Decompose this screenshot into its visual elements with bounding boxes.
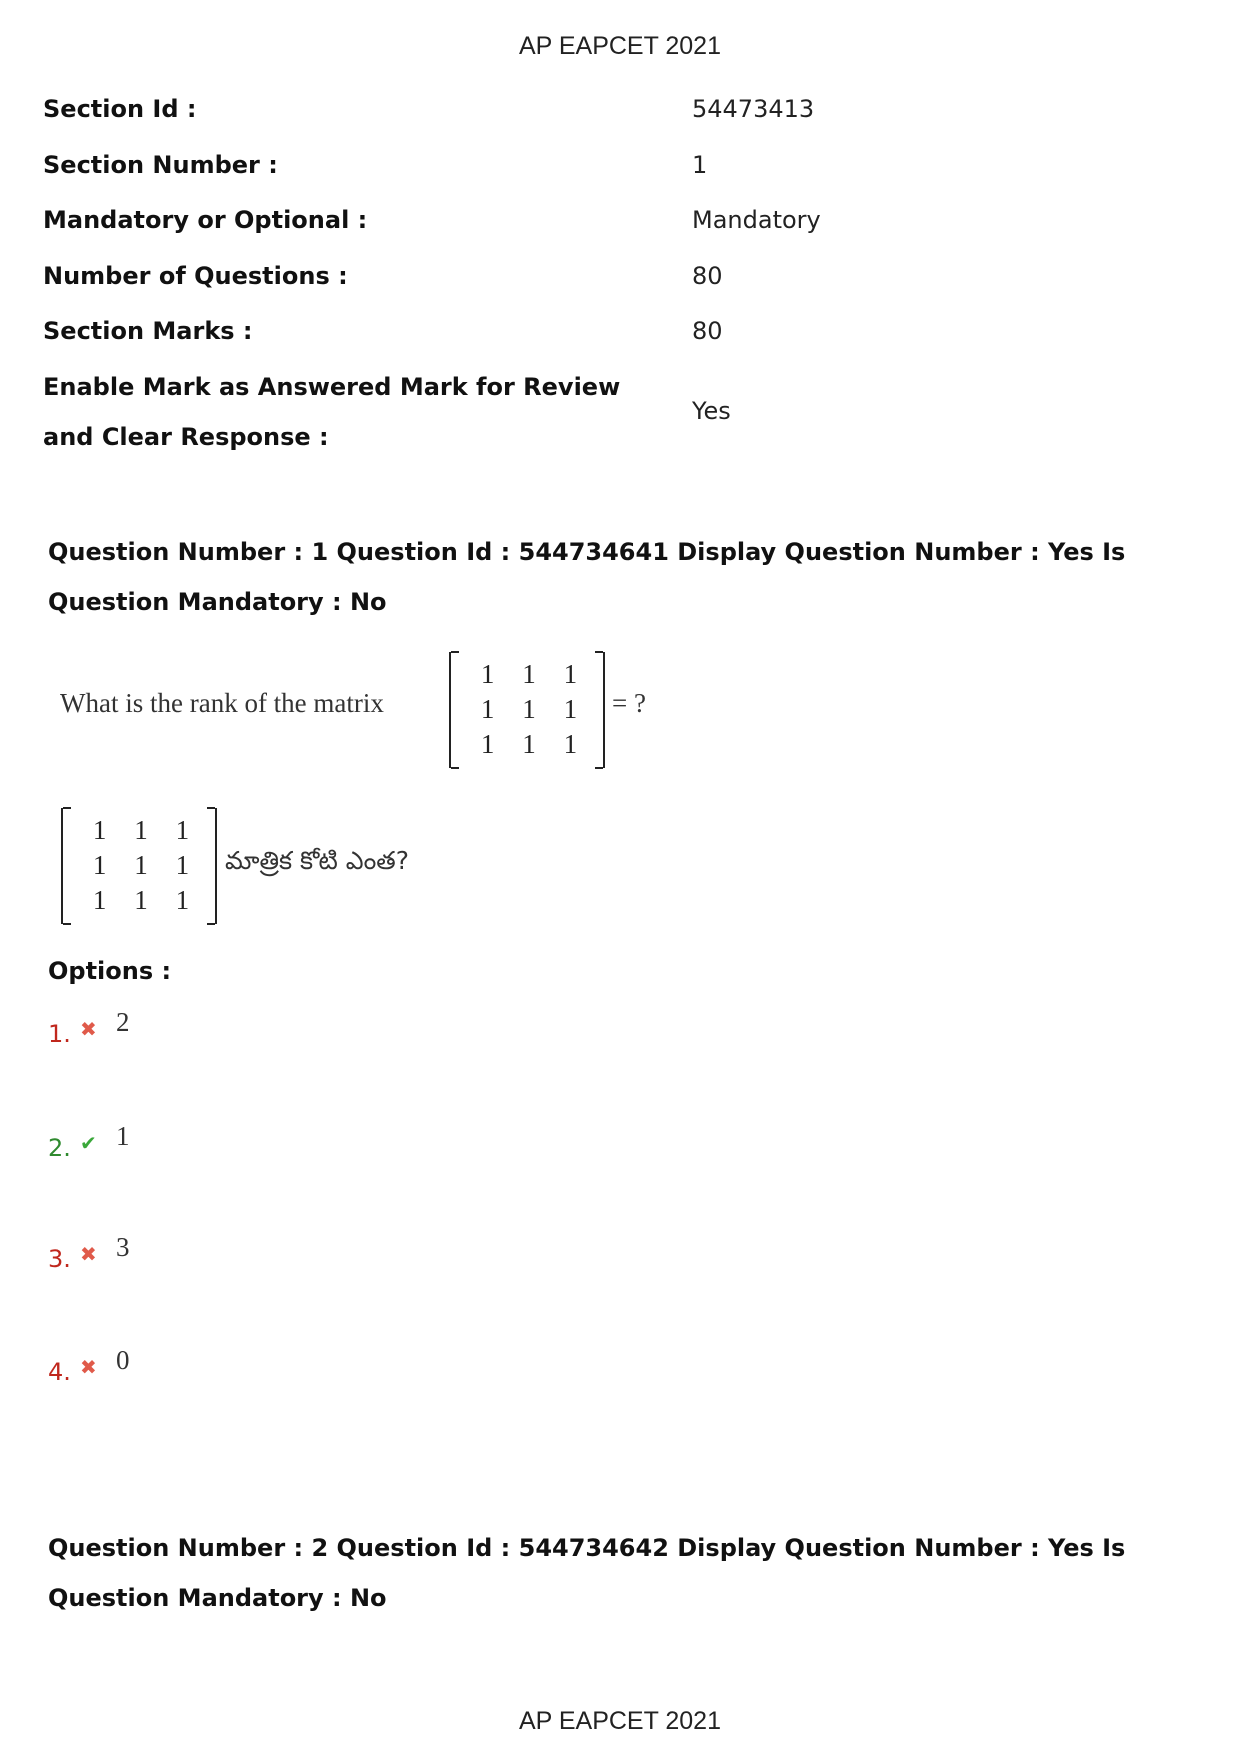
question-2-header: Question Number : 2 Question Id : 544734642 Display Question Number : Yes Is Question Mandatory : No (48, 1534, 1126, 1612)
section-id-value: 54473413 (692, 95, 815, 123)
matrix-cell: 1 (563, 729, 578, 759)
options-label: Options : (48, 957, 172, 985)
page-header-title: AP EAPCET 2021 (519, 32, 721, 60)
question-1-equals: = ? (612, 688, 646, 718)
matrix-cell: 1 (522, 729, 536, 759)
option-number: 3. (48, 1245, 71, 1273)
matrix-cell: 1 (175, 885, 190, 915)
matrix-cell: 1 (92, 885, 107, 915)
enable-mark-review-value: Yes (692, 397, 731, 425)
cross-icon: ✖ (80, 1242, 97, 1266)
option-value: 2 (116, 1007, 130, 1037)
question-1-matrix-en (449, 652, 605, 768)
matrix-cell: 1 (134, 815, 148, 845)
section-id-label: Section Id : (43, 95, 197, 123)
matrix-cell: 1 (480, 694, 495, 724)
option-value: 3 (116, 1232, 130, 1262)
mandatory-optional-label: Mandatory or Optional : (43, 206, 368, 234)
option-2 (48, 1121, 348, 1171)
matrix-cell: 1 (563, 694, 578, 724)
matrix-cell: 1 (480, 729, 495, 759)
question-1-matrix-te (61, 808, 217, 924)
mandatory-optional-value: Mandatory (692, 206, 821, 234)
question-1-text-en: What is the rank of the matrix (60, 688, 384, 718)
number-of-questions-label: Number of Questions : (43, 262, 348, 290)
matrix-cell: 1 (134, 885, 148, 915)
matrix-cell: 1 (175, 850, 190, 880)
cross-icon: ✖ (80, 1017, 97, 1041)
option-1 (48, 1007, 348, 1057)
section-marks-label: Section Marks : (43, 317, 253, 345)
question-1-header: Question Number : 1 Question Id : 544734641 Display Question Number : Yes Is Question Mandatory : No (48, 538, 1126, 616)
check-icon: ✔ (80, 1131, 97, 1155)
number-of-questions-value: 80 (692, 262, 723, 290)
matrix-cell: 1 (92, 815, 107, 845)
section-marks-value: 80 (692, 317, 723, 345)
matrix-cell: 1 (134, 850, 148, 880)
option-4 (48, 1345, 348, 1395)
matrix-cell: 1 (480, 659, 495, 689)
section-number-value: 1 (692, 151, 708, 179)
option-number: 1. (48, 1020, 71, 1048)
cross-icon: ✖ (80, 1355, 97, 1379)
page-footer-title: AP EAPCET 2021 (519, 1707, 721, 1735)
matrix-cell: 1 (522, 659, 536, 689)
option-3 (48, 1232, 348, 1282)
section-number-label: Section Number : (43, 151, 278, 179)
option-value: 0 (116, 1345, 130, 1375)
matrix-cell: 1 (522, 694, 536, 724)
matrix-cell: 1 (92, 850, 107, 880)
matrix-cell: 1 (175, 815, 190, 845)
enable-mark-review-label: Enable Mark as Answered Mark for Review and Clear Response : (43, 373, 621, 451)
option-number: 4. (48, 1358, 71, 1386)
matrix-cell: 1 (563, 659, 578, 689)
option-value: 1 (116, 1121, 130, 1151)
option-number: 2. (48, 1134, 71, 1162)
question-1-text-te: మాత్రిక కోటి ఎంత? (225, 846, 409, 875)
